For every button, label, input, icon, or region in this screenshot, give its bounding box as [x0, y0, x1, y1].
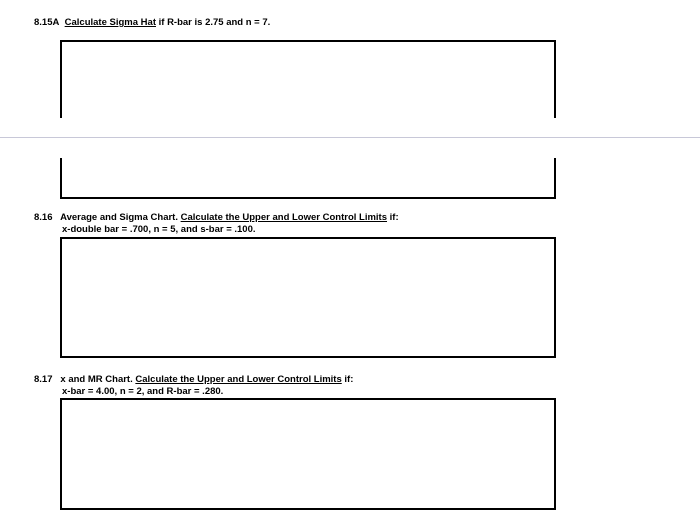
question-8-16 [34, 212, 399, 223]
page-break-separator [0, 137, 700, 138]
question-rest: if: [387, 212, 399, 223]
question-number: 8.17 [34, 374, 53, 385]
question-number: 8.15A [34, 17, 60, 28]
question-8-17-line2: x-bar = 4.00, n = 2, and R-bar = .280. [62, 386, 224, 397]
answer-box-8-17[interactable] [60, 398, 556, 510]
answer-box-8-15a-top[interactable] [60, 40, 556, 118]
question-8-17 [34, 374, 353, 385]
question-8-15a [34, 17, 270, 28]
question-number: 8.16 [34, 212, 53, 223]
question-rest: if R-bar is 2.75 and n = 7. [155, 17, 271, 28]
question-8-16-line2: x-double bar = .700, n = 5, and s-bar = .100. [62, 224, 256, 235]
question-task: Calculate Sigma Hat [64, 17, 156, 28]
question-intro: x and MR Chart. [60, 374, 136, 385]
question-rest: if: [341, 374, 354, 385]
question-task: Calculate the Upper and Lower Control Limits [180, 212, 388, 223]
answer-box-8-16[interactable] [60, 237, 556, 358]
answer-box-8-15a-bottom[interactable] [60, 158, 556, 199]
question-task: Calculate the Upper and Lower Control Limits [135, 374, 342, 385]
question-intro: Average and Sigma Chart. [60, 212, 181, 223]
